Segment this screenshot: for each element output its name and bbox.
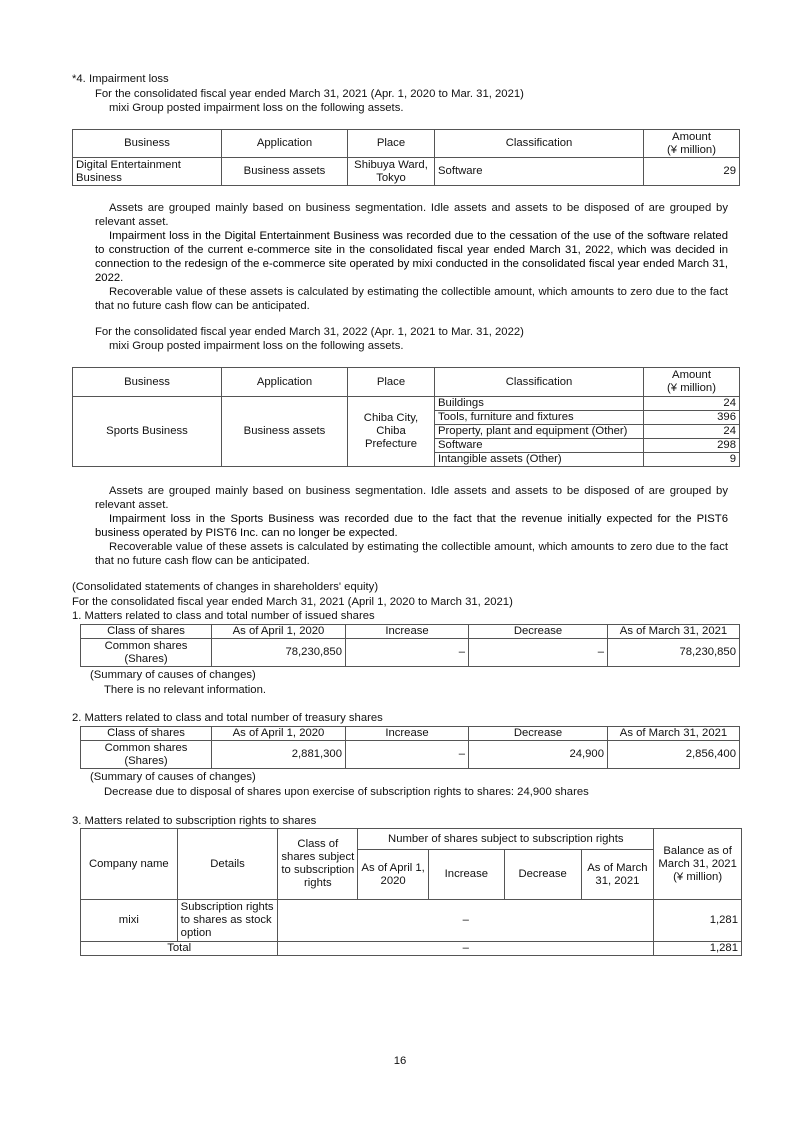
fy2022-note-reason: Impairment loss in the Sports Business was recorded due to the fact that the revenue initially expected for the PIST6 business operated by PIST6 Inc. can no longer be expected.	[95, 513, 728, 539]
cell-application: Business assets	[222, 158, 348, 186]
header-classification: Classification	[435, 130, 644, 158]
header-company: Company name	[81, 829, 178, 900]
header-place: Place	[348, 130, 435, 158]
cell-classification: Intangible assets (Other)	[435, 453, 644, 467]
fy2022-impairment-table	[72, 367, 740, 467]
header-decrease: Decrease	[469, 625, 608, 639]
cell-classification: Property, plant and equipment (Other)	[435, 425, 644, 439]
fy2021-notes	[95, 201, 728, 313]
header-classification: Classification	[435, 368, 644, 397]
cell-march: 2,856,400	[608, 741, 740, 769]
header-application: Application	[222, 130, 348, 158]
fy2022-notes	[95, 484, 728, 568]
header-april: As of April 1, 2020	[212, 727, 346, 741]
treasury-summary-label: (Summary of causes of changes)	[90, 771, 256, 783]
fy2021-note-reason: Impairment loss in the Digital Entertainment Business was recorded due to the cessation of the use of the software related to construction of the current e-commerce site in the consolidated fiscal year ended March 31, 2022, which was decided in connection to the redesign of the e-commerce site operated by mixi conducted in the consolidated fiscal year ended March 31, 2022.	[95, 230, 728, 284]
page-number: 16	[393, 1055, 407, 1067]
cell-april: 2,881,300	[212, 741, 346, 769]
cell-amount: 298	[644, 439, 740, 453]
fy2021-note-grouping: Assets are grouped mainly based on business segmentation. Idle assets and assets to be disposed of are grouped by relevant asset.	[95, 202, 728, 228]
issued-shares-heading: 1. Matters related to class and total number of issued shares	[72, 610, 375, 622]
header-application: Application	[222, 368, 348, 397]
header-increase: Increase	[346, 625, 469, 639]
issued-summary-text: There is no relevant information.	[104, 684, 267, 696]
header-increase: Increase	[428, 850, 504, 900]
cell-decrease: –	[469, 639, 608, 667]
fy2021-impairment-table	[72, 129, 740, 186]
cell-details: Subscription rights to shares as stock option	[177, 900, 278, 942]
header-increase: Increase	[346, 727, 469, 741]
cell-application: Business assets	[222, 397, 348, 467]
cell-amount: 396	[644, 411, 740, 425]
cell-amount: 24	[644, 425, 740, 439]
equity-title: (Consolidated statements of changes in shareholders' equity)	[72, 581, 379, 593]
header-class: Class of shares	[81, 727, 212, 741]
header-class: Class of shares	[81, 625, 212, 639]
header-number-of-shares: Number of shares subject to subscription rights	[358, 829, 654, 850]
cell-amount: 9	[644, 453, 740, 467]
fy2022-intro: mixi Group posted impairment loss on the following assets.	[109, 340, 404, 352]
cell-total-dash: –	[278, 942, 654, 956]
cell-business: Digital Entertainment Business	[73, 158, 222, 186]
cell-classification: Software	[435, 158, 644, 186]
header-balance: Balance as of March 31, 2021 (¥ million)	[654, 829, 742, 900]
cell-april: 78,230,850	[212, 639, 346, 667]
header-business: Business	[73, 130, 222, 158]
header-amount: Amount (¥ million)	[644, 368, 740, 397]
header-decrease: Decrease	[469, 727, 608, 741]
header-place: Place	[348, 368, 435, 397]
treasury-shares-table	[80, 726, 740, 769]
cell-place: Chiba City, Chiba Prefecture	[348, 397, 435, 467]
cell-dash: –	[278, 900, 654, 942]
subscription-rights-table	[80, 828, 742, 956]
issued-summary-label: (Summary of causes of changes)	[90, 669, 256, 681]
cell-total-label: Total	[81, 942, 278, 956]
fy2021-intro: mixi Group posted impairment loss on the following assets.	[109, 102, 404, 114]
cell-march: 78,230,850	[608, 639, 740, 667]
fy2022-note-recoverable: Recoverable value of these assets is calculated by estimating the collectible amount, which amounts to zero due to the fact that no future cash flow can be anticipated.	[95, 541, 728, 567]
treasury-shares-heading: 2. Matters related to class and total number of treasury shares	[72, 712, 383, 724]
treasury-summary-text: Decrease due to disposal of shares upon exercise of subscription rights to shares: 24,900 shares	[104, 786, 589, 798]
cell-amount: 29	[644, 158, 740, 186]
cell-balance: 1,281	[654, 900, 742, 942]
cell-place: Shibuya Ward, Tokyo	[348, 158, 435, 186]
cell-class: Common shares (Shares)	[81, 741, 212, 769]
cell-increase: –	[346, 741, 469, 769]
header-business: Business	[73, 368, 222, 397]
cell-classification: Tools, furniture and fixtures	[435, 411, 644, 425]
cell-company: mixi	[81, 900, 178, 942]
header-march: As of March 31, 2021	[608, 727, 740, 741]
cell-classification: Buildings	[435, 397, 644, 411]
impairment-heading: *4. Impairment loss	[72, 73, 169, 85]
header-class-subject: Class of shares subject to subscription rights	[278, 829, 358, 900]
equity-period: For the consolidated fiscal year ended March 31, 2021 (April 1, 2020 to March 31, 2021)	[72, 596, 513, 608]
fy2022-note-grouping: Assets are grouped mainly based on business segmentation. Idle assets and assets to be disposed of are grouped by relevant asset.	[95, 485, 728, 511]
fy2021-note-recoverable: Recoverable value of these assets is calculated by estimating the collectible amount, which amounts to zero due to the fact that no future cash flow can be anticipated.	[95, 286, 728, 312]
issued-shares-table	[80, 624, 740, 667]
header-april: As of April 1, 2020	[358, 850, 429, 900]
header-april: As of April 1, 2020	[212, 625, 346, 639]
header-details: Details	[177, 829, 278, 900]
subscription-rights-heading: 3. Matters related to subscription rights to shares	[72, 815, 317, 827]
fy2022-period: For the consolidated fiscal year ended March 31, 2022 (Apr. 1, 2021 to Mar. 31, 2022)	[95, 326, 524, 338]
cell-increase: –	[346, 639, 469, 667]
cell-amount: 24	[644, 397, 740, 411]
fy2021-period: For the consolidated fiscal year ended March 31, 2021 (Apr. 1, 2020 to Mar. 31, 2021)	[95, 88, 524, 100]
cell-decrease: 24,900	[469, 741, 608, 769]
header-decrease: Decrease	[504, 850, 581, 900]
cell-class: Common shares (Shares)	[81, 639, 212, 667]
header-march: As of March 31, 2021	[608, 625, 740, 639]
cell-business: Sports Business	[73, 397, 222, 467]
cell-classification: Software	[435, 439, 644, 453]
header-amount: Amount (¥ million)	[644, 130, 740, 158]
cell-total-balance: 1,281	[654, 942, 742, 956]
header-march: As of March 31, 2021	[581, 850, 654, 900]
